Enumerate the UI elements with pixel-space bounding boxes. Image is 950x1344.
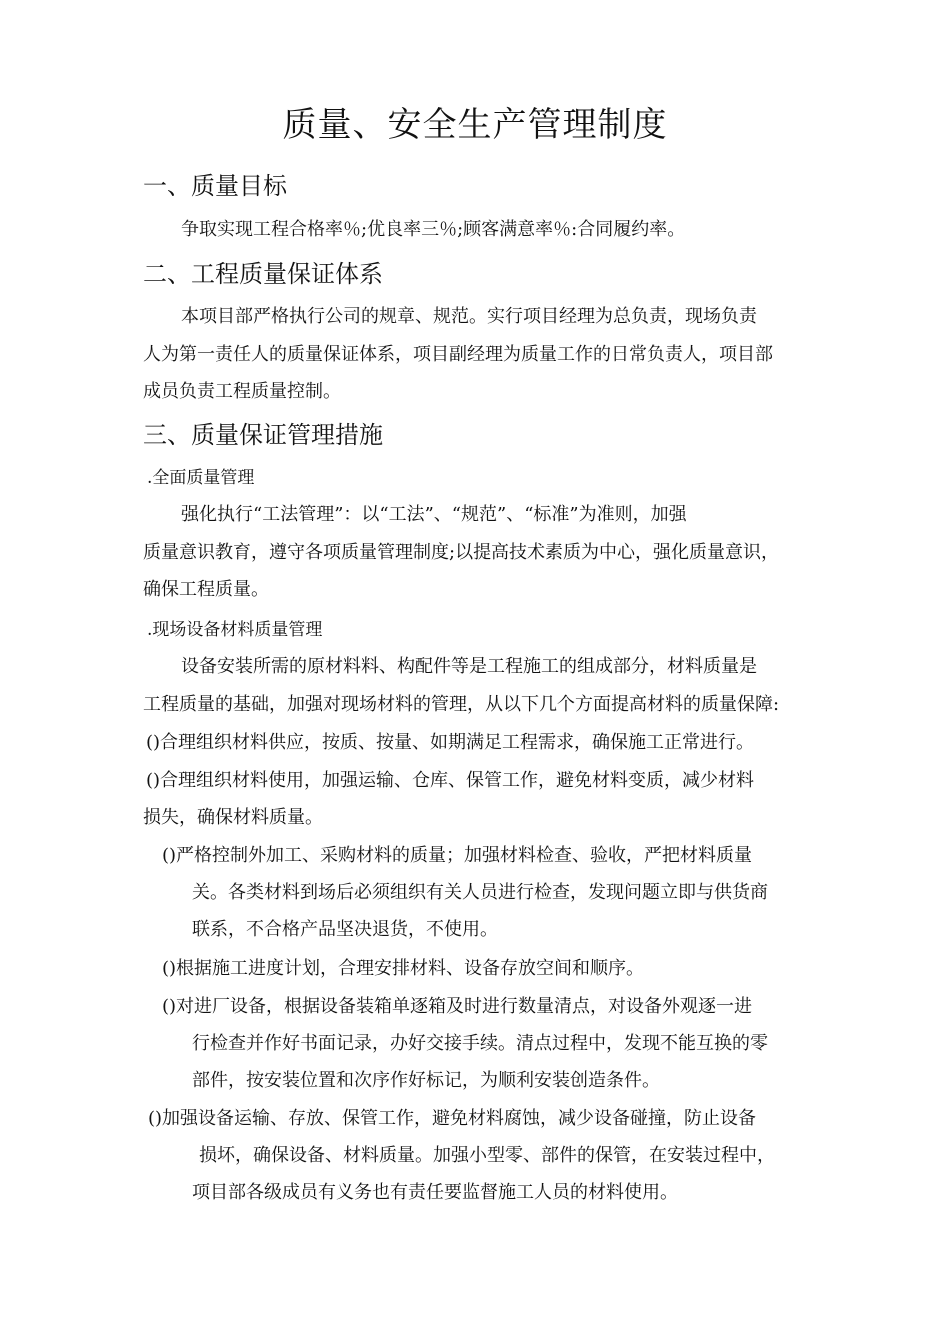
- list-item-continuation: 损坏，确保设备、材料质量。加强小型零、部件的保管，在安装过程中，: [199, 1145, 775, 1166]
- subsection-2-line: 工程质量的基础，加强对现场材料的管理，从以下几个方面提高材料的质量保障:: [143, 694, 780, 715]
- subsection-1-line: 质量意识教育，遵守各项质量管理制度;以提高技术素质为中心，强化质量意识，: [143, 542, 780, 563]
- document-title: 质量、安全生产管理制度: [282, 105, 668, 145]
- section-1-heading: 一、质量目标: [143, 172, 287, 200]
- list-item-continuation: 损失，确保材料质量。: [143, 807, 323, 828]
- section-1-text: 争取实现工程合格率％;优良率三％;顾客满意率％:合同履约率。: [181, 219, 686, 240]
- subsection-1-line: 强化执行“工法管理”：以“工法”、“规范”、“标准”为准则，加强: [181, 504, 687, 525]
- subsection-2-line: 设备安装所需的原材料料、构配件等是工程施工的组成部分，材料质量是: [181, 656, 757, 677]
- subsection-2-heading: .现场设备材料质量管理: [147, 620, 323, 640]
- list-item: ()对进厂设备，根据设备装箱单逐箱及时进行数量清点，对设备外观逐一进: [162, 996, 753, 1017]
- list-item-continuation: 部件，按安装位置和次序作好标记，为顺利安装创造条件。: [192, 1070, 660, 1091]
- subsection-1-line: 确保工程质量。: [143, 579, 269, 600]
- list-item-continuation: 联系，不合格产品坚决退货，不使用。: [192, 919, 498, 940]
- list-item-continuation: 关。各类材料到场后必须组织有关人员进行检查，发现问题立即与供货商: [192, 882, 768, 903]
- list-item: ()严格控制外加工、采购材料的质量；加强材料检查、验收，严把材料质量: [162, 845, 753, 866]
- section-3-heading: 三、质量保证管理措施: [143, 421, 383, 449]
- list-item: ()合理组织材料供应，按质、按量、如期满足工程需求，确保施工正常进行。: [146, 732, 755, 753]
- list-item-continuation: 项目部各级成员有义务也有责任要监督施工人员的材料使用。: [192, 1182, 678, 1203]
- section-2-line: 本项目部严格执行公司的规章、规范。实行项目经理为总负责，现场负责: [181, 306, 757, 327]
- list-item-continuation: 行检查并作好书面记录，办好交接手续。清点过程中，发现不能互换的零: [192, 1033, 768, 1054]
- section-2-heading: 二、工程质量保证体系: [143, 260, 383, 288]
- section-2-line: 人为第一责任人的质量保证体系，项目副经理为质量工作的日常负责人，项目部: [143, 344, 773, 365]
- section-2-line: 成员负责工程质量控制。: [143, 381, 341, 402]
- list-item: ()合理组织材料使用，加强运输、仓库、保管工作，避免材料变质，减少材料: [146, 770, 755, 791]
- list-item: ()根据施工进度计划，合理安排材料、设备存放空间和顺序。: [162, 958, 645, 979]
- list-item: ()加强设备运输、存放、保管工作，避免材料腐蚀，减少设备碰撞，防止设备: [148, 1108, 757, 1129]
- subsection-1-heading: .全面质量管理: [147, 468, 255, 488]
